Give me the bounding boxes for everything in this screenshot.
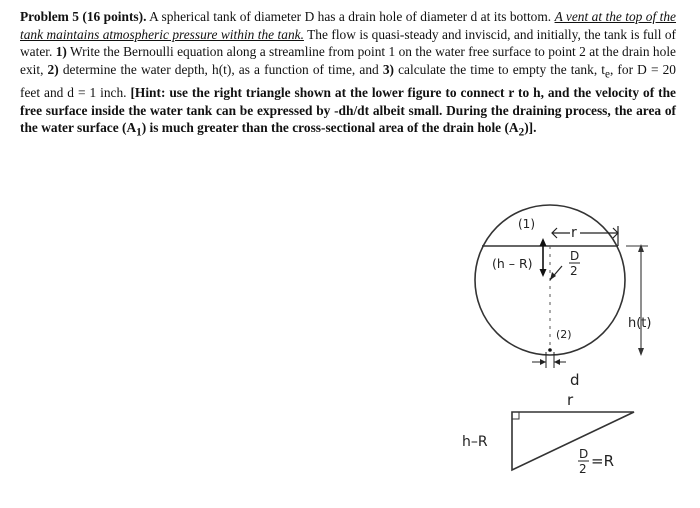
d-over-2-numerator: D <box>570 249 580 263</box>
hint-subscript-2: 2 <box>518 126 525 139</box>
problem-title: Problem 5 (16 points). <box>20 9 147 24</box>
arrow-head-up <box>540 238 547 246</box>
triangle-r-label: r <box>567 391 574 409</box>
sentence-1: A spherical tank of diameter D has a drain hole of diameter d at its bottom. <box>146 9 555 24</box>
part-1-text: Write the Bernoulli equation along a streamline from point 1 on the water free surface to point 2 at the drain hole exit, <box>20 44 676 77</box>
triangle-hypotenuse-numerator: D <box>579 447 589 461</box>
hint-subscript-1: 1 <box>136 126 142 139</box>
h-t-arrow-head-bottom <box>638 348 644 356</box>
part-3-text-2: , for D = 20 feet and d = 1 inch. <box>20 61 676 101</box>
hint-text: [Hint: use the right triangle shown at the lower figure to connect r to h, and the velocity of the free surface inside the water tank can be expressed by -dh/dt albeit small. During the draining process, the area of the water surface (A <box>20 85 676 136</box>
part-3-subscript: e <box>605 68 610 81</box>
sentence-2: The flow is quasi-steady and inviscid, and initially, the tank is full of water. <box>20 26 676 60</box>
triangle-h-minus-R-label: h–R <box>462 434 488 450</box>
d-over-2-denominator: 2 <box>570 264 578 278</box>
vent-sentence: A vent at the top of the tank maintains atmospheric pressure within the tank. <box>20 9 677 42</box>
right-triangle <box>512 412 634 470</box>
h-minus-R-label: (h – R) <box>492 256 533 271</box>
part-1-number: 1) <box>55 44 67 60</box>
part-3-text: calculate the time to empty the tank, t <box>394 61 606 77</box>
r-top-label: r <box>571 225 577 241</box>
triangle-hypotenuse-equals-R: =R <box>591 452 614 470</box>
h-t-label: h(t) <box>628 316 652 331</box>
arrow-head-down <box>540 269 547 277</box>
hint-end: )]. <box>524 120 537 136</box>
part-2-number: 2) <box>47 61 59 77</box>
part-2-text: determine the water depth, h(t), as a function of time, and <box>58 61 383 77</box>
point-1-label: (1) <box>518 217 535 231</box>
part-3-number: 3) <box>382 61 394 77</box>
right-angle-marker <box>512 412 519 419</box>
point-2-marker <box>548 348 552 352</box>
triangle-hypotenuse-denominator: 2 <box>579 462 587 476</box>
point-2-label: (2) <box>556 328 572 341</box>
problem-statement <box>20 8 676 143</box>
d-label: d <box>570 371 580 389</box>
hint-middle: ) is much greater than the cross-sectional area of the drain hole (A <box>141 120 519 136</box>
tank-figure <box>440 200 680 500</box>
d-arrow-left-head <box>540 359 546 365</box>
h-t-arrow-head-top <box>638 244 644 252</box>
d-arrow-right-head <box>554 359 560 365</box>
